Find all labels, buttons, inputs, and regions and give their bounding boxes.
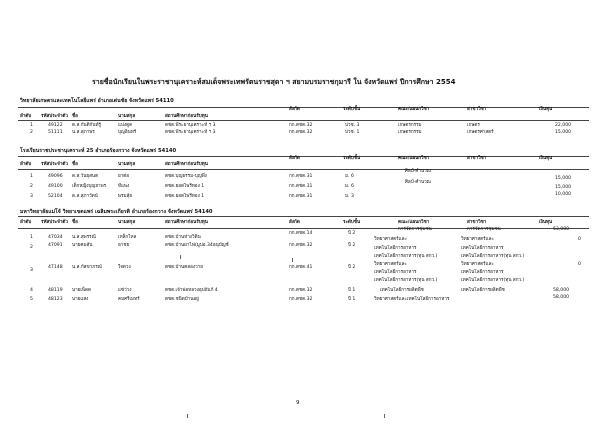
page-number: 9 [296, 400, 300, 406]
section-heading: มหาวิทยาลัยแม่โจ้ วิทยาเขตแพร่ เฉลิมพระเกียรติ อำเภอร้องกวาง จังหวัดแพร่ 54140 [20, 209, 213, 215]
section-heading: วิทยาลัยเกษตรและเทคโนโลยีแพร่ อำเภอเด่นชัย จังหวัดแพร่ 54110 [20, 98, 174, 104]
scan-mark [187, 414, 188, 418]
scan-mark [180, 255, 181, 259]
scan-mark [292, 258, 293, 262]
scan-mark [384, 414, 385, 418]
section-heading: โรงเรียนราชประชานุเคราะห์ 25 อำเภอร้องกวาง จังหวัดแพร่ 54140 [20, 148, 177, 154]
page-title: รายชื่อนักเรียนในพระราชานุเคราะห์สมเด็จพระเทพรัตนราชสุดา ฯ สยามบรมราชกุมารี ใน จังหวัดแพร่ ปีการศึกษา 2554 [92, 78, 456, 86]
